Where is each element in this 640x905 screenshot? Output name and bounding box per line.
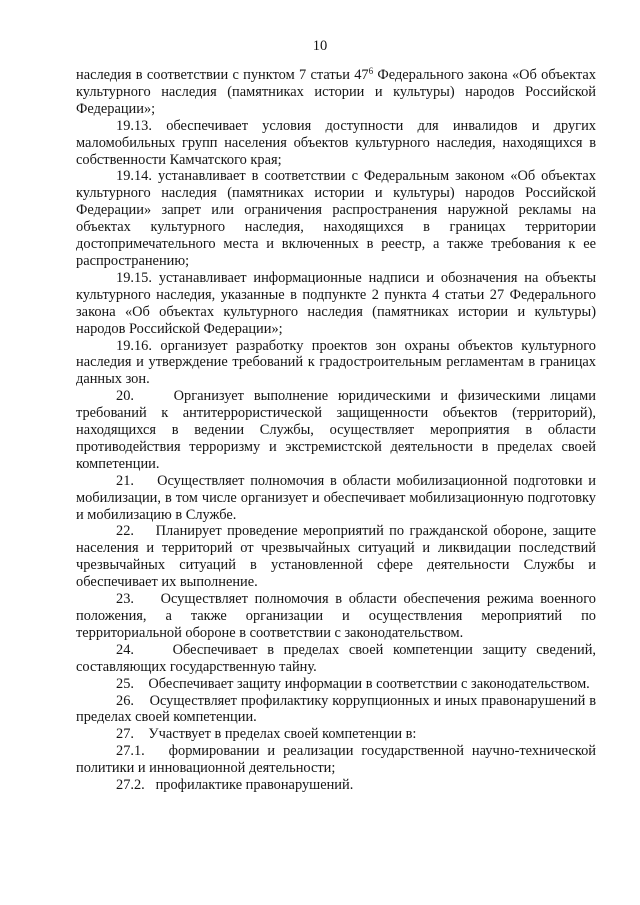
paragraph-text: Обеспечивает защиту информации в соответствии с законодательством. [148, 675, 590, 692]
paragraph-number: 22. [116, 523, 134, 540]
paragraph-22 [76, 523, 596, 591]
paragraph-26 [76, 693, 596, 727]
paragraph-continuation [76, 67, 596, 118]
paragraph-text: формировании и реализации государственной научно-технической политики и инновационной деятельности; [76, 743, 596, 777]
paragraph-text: устанавливает в соответствии с Федеральным законом «Об объектах культурного наследия (памятниках истории и культуры) народов Российской Федерации» запрет или ограничения распространения наружной рекламы на объектах культурного наследия, находящихся в границах территории достопримечательного места и включенных в реестр, а также требования к ее распространению; [76, 168, 596, 269]
paragraph-19-13 [76, 118, 596, 169]
paragraph-number: 26. [116, 692, 134, 709]
paragraph-19-16 [76, 338, 596, 389]
paragraph-number: 19.13. [116, 117, 152, 134]
paragraph-number: 21. [116, 472, 134, 489]
paragraph-27-2 [76, 777, 596, 794]
paragraph-text: Обеспечивает в пределах своей компетенции защиту сведений, составляющих государственную тайну. [76, 641, 597, 675]
paragraph-19-15 [76, 270, 596, 338]
paragraph-text: Осуществляет полномочия в области обеспечения режима военного положения, а также организации и осуществления мероприятий по территориальной обороне в соответствии с законодательством. [76, 591, 596, 641]
paragraph-24 [76, 642, 596, 676]
paragraph-text: Участвует в пределах своей компетенции в: [148, 726, 417, 743]
paragraph-25 [76, 676, 596, 693]
paragraph-number: 27. [116, 726, 134, 743]
paragraph-number: 20. [116, 388, 134, 405]
paragraph-21 [76, 473, 596, 524]
paragraph-text: Осуществляет профилактику коррупционных и иных правонарушений в пределах своей компетенции. [76, 692, 596, 726]
paragraph-number: 19.14. [116, 168, 152, 185]
paragraph-text: устанавливает информационные надписи и обозначения на объекты культурного наследия, указанные в подпункте 2 пункта 4 статьи 27 Федерального закона «Об объектах культурного наследия (памятниках истории и культуры) народов Российской Федерации»; [76, 269, 596, 337]
paragraph-number: 27.1. [116, 743, 145, 760]
page-number: 10 [312, 38, 328, 54]
paragraph-number: 19.16. [116, 337, 152, 354]
paragraph-text: Организует выполнение юридическими и физическими лицами требований к антитеррористической защищенности объектов (территорий), находящихся в ведении Службы, осуществляет мероприятия в области противодействия терроризму и экстремистской деятельности в пределах своей компетенции. [76, 388, 596, 472]
paragraph-text: Планирует проведение мероприятий по гражданской обороне, защите населения и территорий от чрезвычайных ситуаций и ликвидации последствий чрезвычайных ситуаций в установленной сфере деятельности Службы и обеспечивает их выполнение. [76, 523, 596, 591]
paragraph-23 [76, 591, 596, 642]
paragraph-27-1 [76, 743, 596, 777]
paragraph-27 [76, 726, 596, 743]
paragraph-number: 27.2. [116, 777, 145, 794]
paragraph-text: обеспечивает условия доступности для инвалидов и других маломобильных групп населения объектов культурного наследия, находящихся в собственности Камчатского края; [76, 117, 596, 168]
paragraph-20 [76, 388, 596, 473]
paragraph-19-14 [76, 168, 596, 269]
paragraph-text: организует разработку проектов зон охраны объектов культурного наследия и утверждение требований к градостроительным регламентам в границах данных зон. [76, 337, 596, 388]
superscript: 6 [368, 66, 374, 76]
paragraph-text: Осуществляет полномочия в области мобилизационной подготовки и мобилизации, в том числе организует и обеспечивает мобилизационную подготовку и мобилизацию в Службе. [76, 472, 596, 523]
paragraph-text: профилактике правонарушений. [155, 777, 354, 794]
paragraph-number: 23. [116, 591, 134, 608]
paragraph-number: 19.15. [116, 269, 152, 286]
paragraph-text: наследия в соответствии с пунктом 7 статьи 47 [76, 67, 369, 83]
paragraph-text-continued: Федерального закона «Об объектах культурного наследия (памятниках истории и культуры) народов Российской Федерации»; [76, 67, 596, 117]
paragraph-number: 25. [116, 675, 134, 692]
paragraph-number: 24. [116, 641, 134, 658]
document-body [76, 67, 596, 794]
